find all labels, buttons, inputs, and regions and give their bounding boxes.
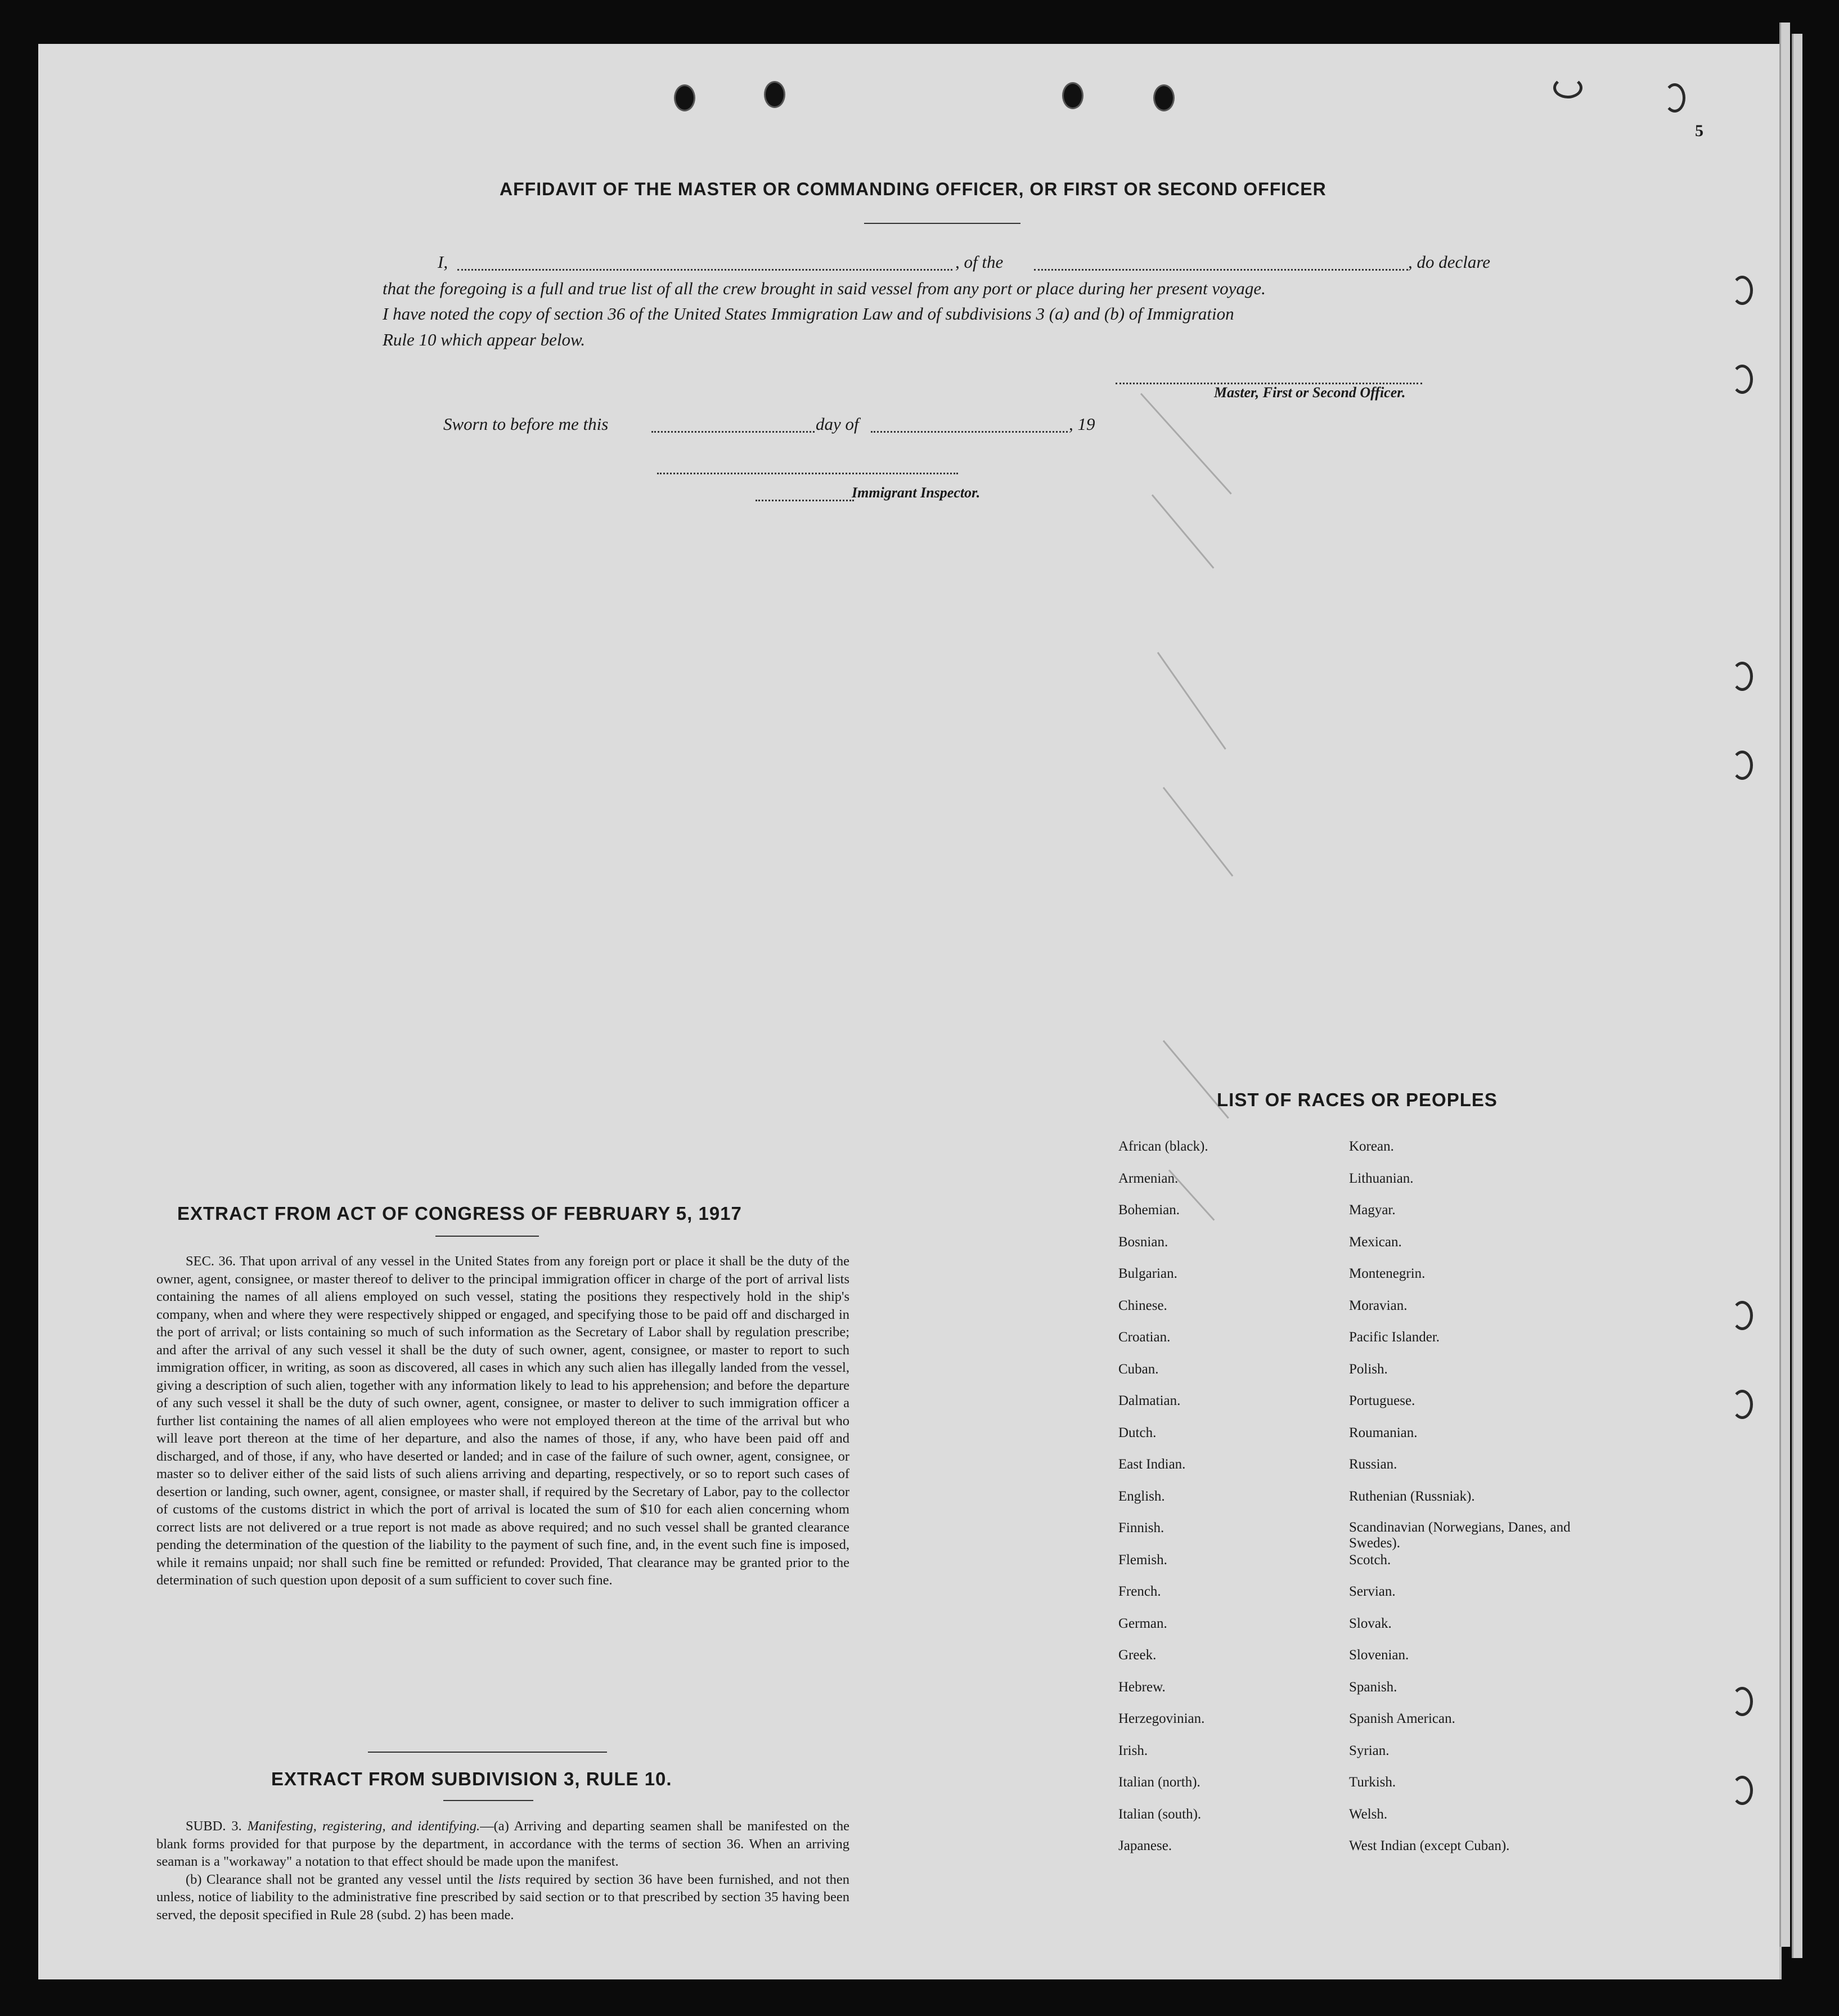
race-item: Flemish. (1118, 1552, 1167, 1568)
race-item: Pacific Islander. (1349, 1330, 1440, 1345)
punch-hole (1732, 1390, 1753, 1419)
punch-hole (1664, 83, 1685, 113)
race-item: Italian (south). (1118, 1806, 1202, 1822)
sheet-edge (1792, 34, 1802, 1958)
race-item: Scandinavian (Norwegians, Danes, and Swedes). (1349, 1520, 1571, 1551)
act-extract-title: EXTRACT FROM ACT OF CONGRESS OF FEBRUARY 5, 1917 (177, 1203, 742, 1224)
race-item: Italian (north). (1118, 1775, 1200, 1790)
punch-hole (1153, 84, 1175, 111)
punch-hole (1732, 365, 1753, 394)
race-item: Chinese. (1118, 1297, 1167, 1313)
affidavit-line-4: Rule 10 which appear below. (383, 330, 586, 349)
race-item: Ruthenian (Russniak). (1349, 1488, 1475, 1504)
page-corner-number: 5 (1695, 122, 1703, 140)
race-item: Japanese. (1118, 1838, 1172, 1853)
punch-hole (1732, 276, 1753, 305)
act-extract-text (156, 1252, 849, 1590)
sheet-edge (1779, 23, 1790, 1947)
race-item: Slovenian. (1349, 1647, 1409, 1663)
races-column-1 (1118, 1138, 1208, 1870)
race-item: Bosnian. (1118, 1234, 1168, 1250)
sworn-day-field[interactable] (651, 431, 815, 433)
punch-hole (1732, 662, 1753, 691)
race-item: Hebrew. (1118, 1679, 1166, 1695)
race-item: Polish. (1349, 1361, 1388, 1377)
race-item: African (black). (1118, 1139, 1208, 1154)
race-item: East Indian. (1118, 1457, 1186, 1472)
subdivision-paragraph-b (156, 1871, 849, 1924)
race-item: Irish. (1118, 1743, 1148, 1758)
punch-hole (1732, 751, 1753, 780)
subdivision-a-text: —(a) Arriving and departing seamen shall be manifested on the blank forms provided for that purpose by the department, in accordance with the terms of section 36. When an arriving seaman is a "workaway" a notation to that effect should be made upon the manifest. (156, 1819, 849, 1869)
race-item: Herzegovinian. (1118, 1711, 1205, 1726)
affidavit-of-the: , of the (955, 252, 1004, 272)
officer-name-field[interactable] (457, 269, 952, 271)
act-end-rule (368, 1752, 607, 1753)
sworn-month-field[interactable] (871, 431, 1068, 433)
race-item: Welsh. (1349, 1806, 1388, 1822)
punch-hole (674, 84, 695, 111)
subdivision-b-text-2: required by section 36 have been furnished, and not then unless, notice of liability to the administrative fine prescribed by said section or to that prescribed by section 35 having been served, the deposit specified in Rule 28 (subd. 2) has been made. (156, 1871, 849, 1923)
bleed-through-number (131, 255, 141, 297)
races-list-title: LIST OF RACES OR PEOPLES (1217, 1089, 1498, 1110)
affidavit-line-3: I have noted the copy of section 36 of the United States Immigration Law and of subdivisions 3 (a) and (b) of Immigration (383, 304, 1234, 324)
race-item: English. (1118, 1488, 1165, 1504)
vessel-name-field[interactable] (1034, 269, 1408, 271)
race-item: West Indian (except Cuban). (1349, 1838, 1510, 1853)
race-item: Korean. (1349, 1139, 1394, 1154)
punch-hole (1553, 77, 1582, 98)
race-item: Bohemian. (1118, 1202, 1180, 1218)
race-item: Portuguese. (1349, 1393, 1415, 1408)
affidavit-declare: , do declare (1408, 252, 1491, 272)
inspector-signature-field-1[interactable] (657, 473, 958, 474)
races-column-2 (1349, 1138, 1585, 1870)
race-item: Finnish. (1118, 1520, 1164, 1535)
subdivision-title-rule (443, 1800, 533, 1801)
subdivision-extract-title: EXTRACT FROM SUBDIVISION 3, RULE 10. (271, 1768, 672, 1789)
pencil-mark (1140, 393, 1232, 494)
race-item: Roumanian. (1349, 1425, 1418, 1440)
sworn-prefix: Sworn to before me this (443, 414, 609, 434)
race-item: Greek. (1118, 1647, 1157, 1663)
race-item: Slovak. (1349, 1615, 1392, 1631)
subdivision-b-text-1: (b) Clearance shall not be granted any vessel until the (186, 1871, 494, 1887)
affidavit-line-2: that the foregoing is a full and true list of all the crew brought in said vessel from any port or place during her present voyage. (383, 279, 1266, 298)
punch-hole (1732, 1687, 1753, 1716)
race-item: Moravian. (1349, 1297, 1408, 1313)
race-item: Mexican. (1349, 1234, 1402, 1250)
master-signature-label: Master, First or Second Officer. (1214, 384, 1406, 401)
sworn-day-of: day of (816, 414, 859, 434)
race-item: Cuban. (1118, 1361, 1159, 1377)
pencil-mark (1163, 787, 1233, 877)
race-item: French. (1118, 1584, 1161, 1599)
race-item: Croatian. (1118, 1330, 1171, 1345)
pencil-mark (1157, 652, 1226, 750)
race-item: Spanish. (1349, 1679, 1397, 1695)
punch-hole (764, 81, 785, 108)
race-item: Scotch. (1349, 1552, 1391, 1568)
race-item: Dalmatian. (1118, 1393, 1181, 1408)
race-item: Servian. (1349, 1584, 1396, 1599)
punch-hole (1062, 82, 1083, 109)
manifest-page (38, 44, 1782, 1979)
act-extract-title-rule (435, 1236, 539, 1237)
punch-hole (1732, 1776, 1753, 1805)
inspector-label: Immigrant Inspector. (852, 484, 981, 501)
subdivision-extract-text (156, 1817, 849, 1924)
subdivision-lead: SUBD. 3. (186, 1819, 242, 1834)
race-item: Dutch. (1118, 1425, 1157, 1440)
affidavit-title-rule (864, 223, 1020, 224)
punch-hole (1732, 1301, 1753, 1330)
race-item: Russian. (1349, 1457, 1397, 1472)
race-item: Lithuanian. (1349, 1170, 1414, 1186)
inspector-signature-field-2[interactable] (756, 500, 854, 501)
race-item: Magyar. (1349, 1202, 1396, 1218)
race-item: Turkish. (1349, 1775, 1396, 1790)
race-item: Spanish American. (1349, 1711, 1455, 1726)
sworn-year: , 19 (1069, 414, 1095, 434)
affidavit-title: AFFIDAVIT OF THE MASTER OR COMMANDING OFFICER, OR FIRST OR SECOND OFFICER (500, 179, 1327, 199)
bleed-through-heading (224, 128, 238, 173)
race-item: Armenian. (1118, 1170, 1179, 1186)
affidavit-i: I, (438, 252, 448, 272)
subdivision-heading: Manifesting, registering, and identifying. (247, 1819, 480, 1834)
race-item: Montenegrin. (1349, 1266, 1426, 1281)
race-item: Bulgarian. (1118, 1266, 1177, 1281)
race-item: German. (1118, 1615, 1167, 1631)
subdivision-b-lists: lists (498, 1871, 521, 1887)
pencil-mark (1152, 495, 1215, 569)
race-item: Syrian. (1349, 1743, 1390, 1758)
subdivision-paragraph-a (156, 1817, 849, 1871)
section-36-paragraph: SEC. 36. That upon arrival of any vessel in the United States from any foreign port or place it shall be the duty of the owner, agent, consignee, or master thereof to deliver to the principal immigration officer in charge of the port of arrival lists containing the names of all aliens employed on such vessel, stating the positions they respectively hold in the ship's company, when and where they were respectively shipped or engaged, and specifying those to be paid off and discharged in the port of arrival; or lists containing so much of such information as the Secretary of Labor shall by regulation prescribe; and after the arrival of any such vessel it shall be the duty of such owner, agent, consignee, or master to report to such immigration officer, in writing, as soon as discovered, all cases in which any such alien has illegally landed from the vessel, giving a description of such alien, together with any information likely to lead to his apprehension; and before the departure of any such vessel it shall be the duty of such owner, agent, consignee, or master to deliver to such immigration officer a further list containing the names of all alien employees who were not employed thereon at the time of the arrival but who will leave port thereon at the time of her departure, and also the names of those, if any, who have been paid off and discharged, and of those, if any, who have deserted or landed; and in case of the failure of such owner, agent, consignee, or master so to deliver either of the said lists of such aliens arriving and departing, respectively, or so to report such cases of desertion or landing, such owner, agent, consignee, or master shall, if required by the Secretary of Labor, pay to the collector of customs of the customs district in which the port of arrival is located the sum of $10 for each alien concerning whom correct lists are not delivered or a true report is not made as above required; and no such vessel shall be granted clearance pending the determination of the question of the liability to the payment of such fine, and, in the event such fine is imposed, while it remains unpaid; nor shall such fine be remitted or refunded: Provided, That clearance may be granted prior to the determination of such question upon deposit of a sum sufficient to cover such fine. (156, 1254, 849, 1588)
